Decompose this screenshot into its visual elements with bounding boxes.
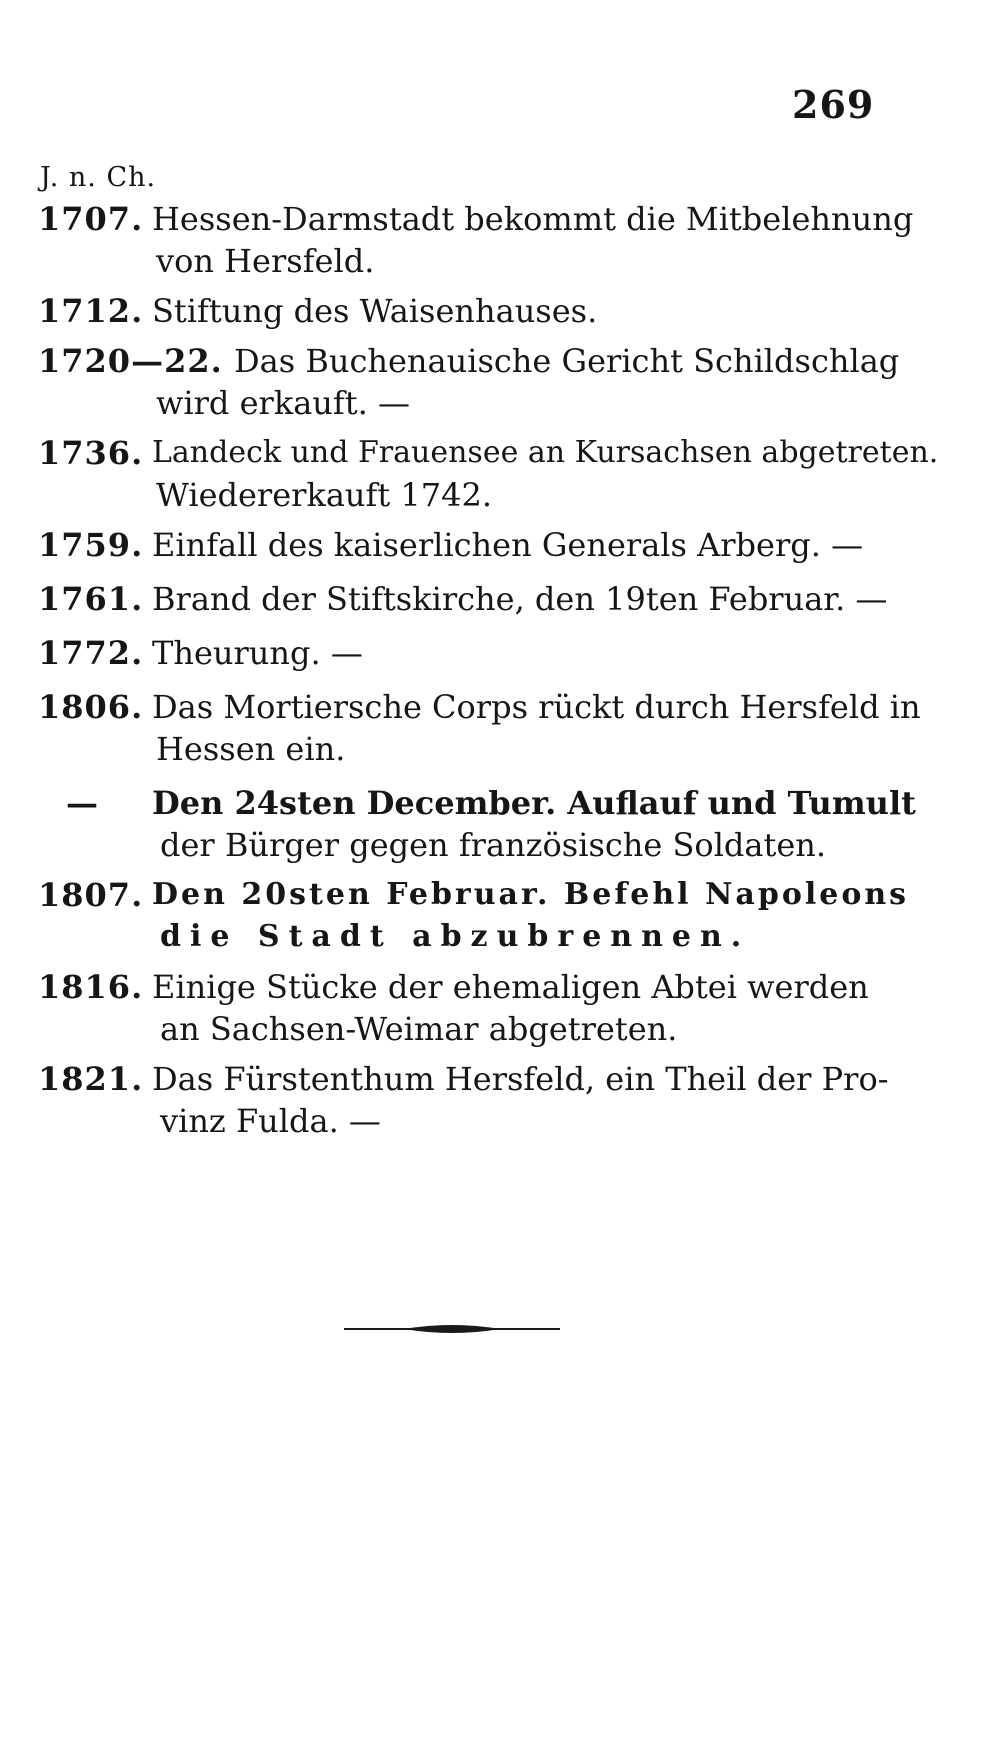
- entry-line: Einige Stücke der ehemaligen Abtei werden: [152, 968, 869, 1006]
- entry-line: Das Buchenauische Gericht Schildschlag: [234, 342, 900, 380]
- entry-year: 1761.: [38, 580, 144, 618]
- entry-line: der Bürger gegen französische Soldaten.: [160, 826, 827, 864]
- entry-year: 1821.: [38, 1060, 144, 1098]
- entry-line: die Stadt abzubrennen.: [160, 919, 751, 954]
- entry-line: von Hersfeld.: [156, 242, 375, 280]
- entry-line: Das Mortiersche Corps rückt durch Hersfeld in: [152, 688, 921, 726]
- chronology-entry: [38, 198, 914, 290]
- entry-year: 1736.: [38, 434, 144, 472]
- entry-line: Den 20sten Februar. Befehl Napoleons: [152, 877, 910, 912]
- entry-line: Den 24sten December. Auflauf und Tumult: [152, 784, 916, 822]
- chronology-entry: [38, 1058, 889, 1150]
- entry-text: [152, 198, 914, 282]
- end-ornament: [344, 1322, 560, 1336]
- entry-text: [152, 1058, 889, 1142]
- entry-year: 1772.: [38, 634, 144, 672]
- entry-text: [152, 578, 888, 620]
- entry-line: Das Fürstenthum Hersfeld, ein Theil der Pro-: [152, 1060, 889, 1098]
- chronology-entry: [38, 966, 868, 1058]
- entry-text: [152, 524, 868, 566]
- entry-year: —: [66, 784, 99, 822]
- entry-line: Brand der Stiftskirche, den 19ten Februar. —: [152, 580, 888, 618]
- entry-text: [152, 686, 921, 770]
- chronology-entry: [38, 340, 900, 432]
- entry-year: 1806.: [38, 688, 144, 726]
- entry-line: Hessen ein.: [156, 730, 346, 768]
- chronology-list: [38, 198, 939, 1150]
- chronology-entry: [38, 578, 888, 632]
- era-label: J. n. Ch.: [40, 162, 157, 193]
- entry-line: an Sachsen-Weimar abgetreten.: [160, 1010, 678, 1048]
- entry-year: 1816.: [38, 968, 144, 1006]
- chronology-entry: [38, 432, 939, 524]
- entry-text: [152, 966, 868, 1050]
- entry-line: Theurung. —: [152, 634, 363, 672]
- entry-line: Wiedererkauft 1742.: [156, 476, 493, 514]
- entry-text: [152, 782, 916, 866]
- entry-year: 1720—22.: [38, 342, 223, 380]
- entry-year: 1807.: [38, 876, 144, 914]
- chronology-entry: [38, 290, 868, 340]
- entry-text: [234, 340, 900, 382]
- chronology-entry: [38, 632, 868, 686]
- entry-year: 1707.: [38, 200, 144, 238]
- entry-line: Stiftung des Waisenhauses.: [152, 292, 598, 330]
- entry-line: Landeck und Frauensee an Kursachsen abgetreten.: [152, 435, 939, 470]
- chronology-entry: [38, 686, 921, 782]
- entry-text: [152, 432, 939, 516]
- entry-year: 1712.: [38, 292, 144, 330]
- entry-line: Hessen-Darmstadt bekommt die Mitbelehnung: [152, 200, 914, 238]
- entry-year: 1759.: [38, 526, 144, 564]
- chronology-entry: [38, 874, 910, 966]
- entry-text: [152, 632, 868, 674]
- chronology-entry: [38, 782, 916, 874]
- entry-text: [152, 290, 868, 332]
- entry-line: wird erkauft. —: [156, 384, 410, 422]
- entry-text: [156, 382, 868, 424]
- entry-line: vinz Fulda. —: [160, 1102, 381, 1140]
- entry-text: [152, 874, 910, 958]
- chronology-entry: [38, 524, 868, 578]
- page-number: 269: [792, 82, 875, 127]
- entry-line: Einfall des kaiserlichen Generals Arberg. —: [152, 526, 864, 564]
